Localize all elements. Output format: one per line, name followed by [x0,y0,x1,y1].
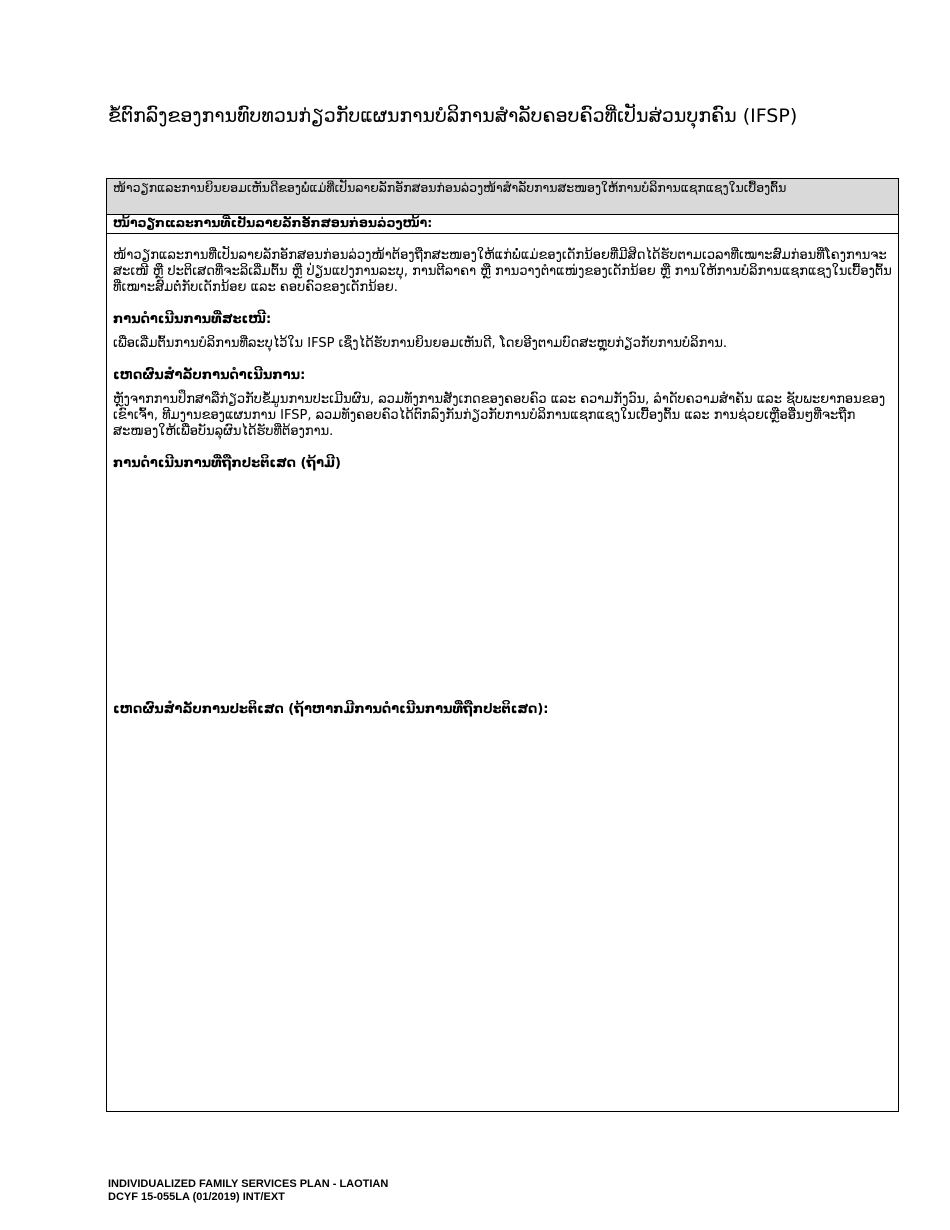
section-header: ໜ້າວຽກແລະການຍິນຍອມເຫັນດີຂອງພໍ່ແມ່ທີ່ເປັນລາຍລັກອັກສອນກ່ອນລ່ວງໜ້າສຳລັບການສະໜອງໃຫ້ການບໍລິການແຊກແຊງໃນເບື້ອງຕົ້ນ [107,179,898,215]
intro-text: ໜ້າວຽກແລະການທີ່ເປັນລາຍລັກອັກສອນກ່ອນລ່ວງໜ້າຕ້ອງຖືກສະໜອງໃຫ້ແກ່ພໍ່ແມ່ຂອງເດັກນ້ອຍທີ່ມີສິດໄດ້ຮັບຕາມເວລາທີ່ເໝາະສົມກ່ອນທີ່ໂຄງການຈະສະເໜີ ຫຼື ປະຕິເສດທີ່ຈະລິເລີ່ມຕົ້ນ ຫຼື ປ່ຽນແປງການລະບຸ, ການຕີລາຄາ ຫຼື ການວາງຕຳແໜ່ງຂອງເດັກນ້ອຍ ຫຼື ການໃຫ້ການບໍລິການແຊກແຊງໃນເບື້ອງຕົ້ນທີ່ເໝາະສົມຕໍ່ກັບເດັກນ້ອຍ ແລະ ຄອບຄົວຂອງເດັກນ້ອຍ. [113,248,892,295]
form-name: INDIVIDUALIZED FAMILY SERVICES PLAN - LAOTIAN [108,1178,389,1190]
form-number: DCYF 15-055LA (01/2019) INT/EXT [108,1191,285,1203]
reason-heading: ເຫດຜົນສຳລັບການດຳເນີນການ: [113,368,306,383]
rejected-action-field[interactable] [113,472,892,686]
document-title: ຂໍ້ຕົກລົງຂອງການທົບທວນກ່ຽວກັບແຜນການບໍລິການສຳລັບຄອບຄົວທີ່ເປັນສ່ວນບຸກຄົນ (IFSP) [108,105,798,127]
proposed-action-heading: ການດຳເນີນການທີ່ສະເໜີ: [113,312,272,327]
reason-text: ຫຼັງຈາກການປຶກສາລືກ່ຽວກັບຂໍ້ມູນການປະເມີນຜົນ, ລວມທັງການສັງເກດຂອງຄອບຄົວ ແລະ ຄວາມກັງວົນ, ລຳດັບຄວາມສຳຄັນ ແລະ ຊັບພະຍາກອນຂອງເຂົາເຈົ້າ, ທີມງານຂອງແຜນການ IFSP, ລວມທັງຄອບຄົວໄດ້ຕົກລົງກັນກ່ຽວກັບການບໍລິການແຊກແຊງໃນເບື້ອງຕົ້ນ ແລະ ການຊ່ວຍເຫຼືອອື່ນໆທີ່ຈະຖືກສະໜອງໃຫ້ເພື່ອບັນລຸຜົນໄດ້ຮັບທີ່ຕ້ອງການ. [113,392,886,439]
section-subheader: ໜ້າວຽກແລະການທີ່ເປັນລາຍລັກອັກສອນກ່ອນລ່ວງໜ້າ: [107,215,898,234]
form-footer [108,1178,388,1204]
rejection-reason-field[interactable] [113,718,892,998]
notice-section [106,178,899,1112]
proposed-action-text: ເພື່ອເລີ່ມຕົ້ນການບໍລິການທີ່ລະບຸໄວ້ໃນ IFSP ເຊິ່ງໄດ້ຮັບການຍິນຍອມເຫັນດີ, ໂດຍອີງຕາມບົດສະຫຼຸບກ່ຽວກັບການບໍລິການ. [113,336,728,351]
rejected-action-heading: ການດຳເນີນການທີ່ຖືກປະຕິເສດ (ຖ້າມີ) [113,456,341,471]
rejection-reason-heading: ເຫດຜົນສຳລັບການປະຕິເສດ (ຖ້າຫາກມີການດຳເນີນການທີ່ຖືກປະຕິເສດ): [113,702,549,717]
